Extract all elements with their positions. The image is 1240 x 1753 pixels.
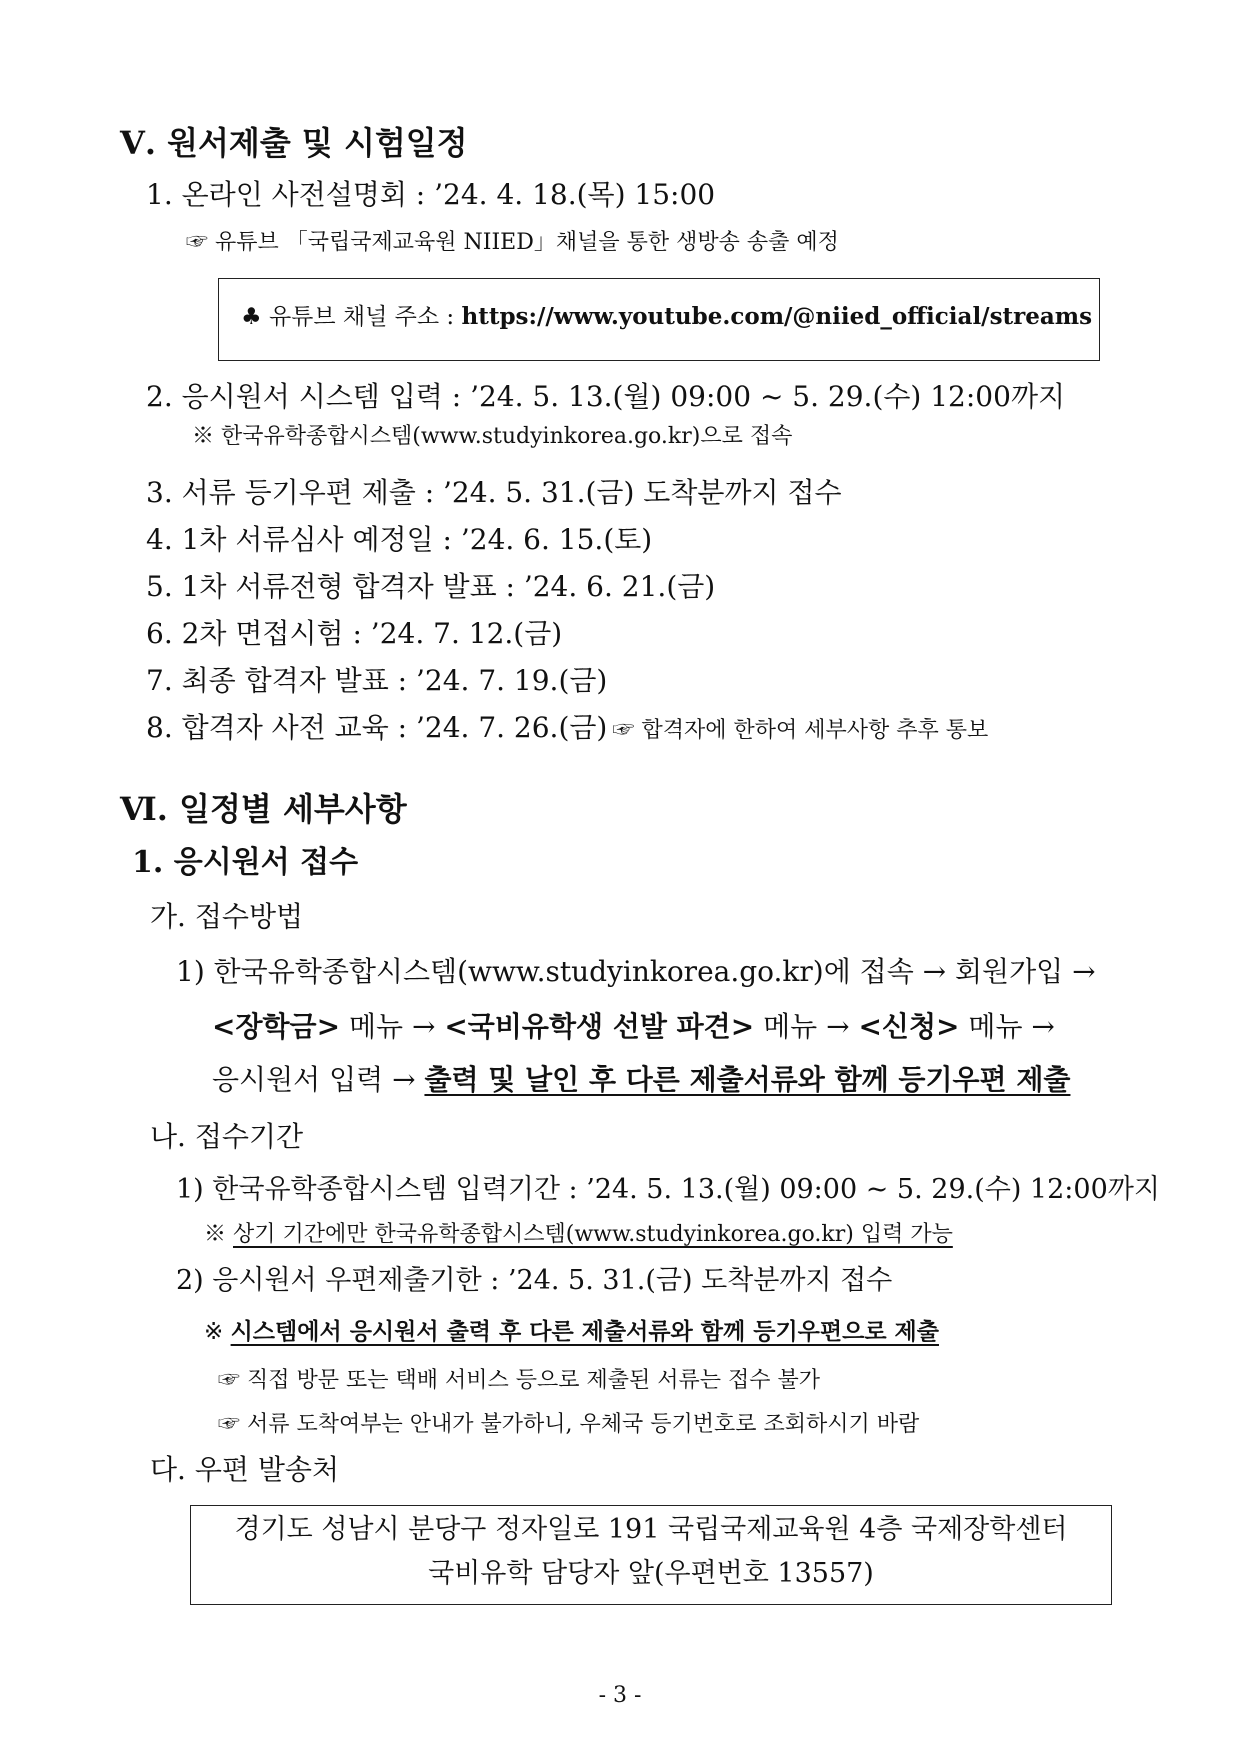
period-item-1: 1) 한국유학종합시스템 입력기간 : ’24. 5. 13.(월) 09:00 ~ 5. 29.(수) 12:00까지 [176,1174,1160,1205]
period-item-2-note [204,1318,939,1347]
period-item-1-note [204,1222,953,1248]
schedule-item-3: 3. 서류 등기우편 제출 : ’24. 5. 31.(금) 도착분까지 접수 [146,476,842,509]
menu-arrow-text: 메뉴 → [959,1010,1055,1043]
youtube-url-link[interactable]: https://www.youtube.com/@niied_official/streams [461,303,1093,330]
method-step-input-text: 응시원서 입력 → [212,1063,425,1096]
subsection-ga-title: 가. 접수방법 [150,900,304,933]
schedule-item-7: 7. 최종 합격자 발표 : ’24. 7. 19.(금) [146,664,608,697]
schedule-item-2-note: ※ 한국유학종합시스템(www.studyinkorea.go.kr)으로 접속 [192,424,793,449]
period-item-2-sub-1: ☞ 직접 방문 또는 택배 서비스 등으로 제출된 서류는 접수 불가 [218,1368,820,1393]
subsection-da-title: 다. 우편 발송처 [150,1453,339,1486]
menu-government-scholar: <국비유학생 선발 파견> [444,1010,755,1043]
subsection-na-title: 나. 접수기간 [150,1120,304,1153]
menu-arrow-text: 메뉴 → [340,1010,445,1043]
schedule-item-5: 5. 1차 서류전형 합격자 발표 : ’24. 6. 21.(금) [146,570,716,603]
schedule-item-8-text: 8. 합격자 사전 교육 : ’24. 7. 26.(금) [146,711,608,744]
address-line-1: 경기도 성남시 분당구 정자일로 191 국립국제교육원 4층 국제장학센터 [234,1514,1068,1545]
section-6-title: Ⅵ. 일정별 세부사항 [120,790,407,828]
subsection-1-title: 1. 응시원서 접수 [132,845,359,880]
section-5-title: Ⅴ. 원서제출 및 시험일정 [120,124,468,162]
period-item-2-note-text: 시스템에서 응시원서 출력 후 다른 제출서류와 함께 등기우편으로 제출 [230,1318,939,1345]
period-item-2: 2) 응시원서 우편제출기한 : ’24. 5. 31.(금) 도착분까지 접수 [176,1265,893,1296]
address-line-2: 국비유학 담당자 앞(우편번호 13557) [428,1558,874,1589]
note-mark: ※ [204,1319,231,1345]
schedule-item-6: 6. 2차 면접시험 : ’24. 7. 12.(금) [146,617,563,650]
schedule-item-8-note: ☞ 합격자에 한하여 세부사항 추후 통보 [612,718,989,743]
schedule-item-8 [146,711,988,745]
method-step-line-2 [212,1010,1055,1044]
menu-arrow-text: 메뉴 → [754,1010,859,1043]
note-mark: ※ [204,1222,233,1247]
youtube-url-line [241,303,1092,332]
period-item-1-note-text: 상기 기간에만 한국유학종합시스템(www.studyinkorea.go.kr) 입력 가능 [233,1222,953,1247]
schedule-item-4: 4. 1차 서류심사 예정일 : ’24. 6. 15.(토) [146,523,653,556]
page-number: - 3 - [598,1683,642,1708]
schedule-item-1-note: ☞ 유튜브 「국립국제교육원 NIIED」채널을 통한 생방송 송출 예정 [186,230,839,255]
youtube-url-label: 유튜브 채널 주소 : [268,304,462,330]
menu-scholarship: <장학금> [212,1010,341,1043]
schedule-item-1: 1. 온라인 사전설명회 : ’24. 4. 18.(목) 15:00 [146,178,716,211]
menu-apply: <신청> [858,1010,960,1043]
period-item-2-sub-2: ☞ 서류 도착여부는 안내가 불가하니, 우체국 등기번호로 조회하시기 바람 [218,1412,920,1437]
schedule-item-2: 2. 응시원서 시스템 입력 : ’24. 5. 13.(월) 09:00 ~ 5. 29.(수) 12:00까지 [146,380,1066,413]
youtube-url-box [218,278,1100,361]
method-step-submit-emphasis: 출력 및 날인 후 다른 제출서류와 함께 등기우편 제출 [424,1063,1071,1096]
method-step-line-3 [212,1063,1070,1097]
mailing-address-box [190,1505,1112,1605]
club-icon: ♣ [241,304,262,330]
method-step-line-1: 1) 한국유학종합시스템(www.studyinkorea.go.kr)에 접속 → 회원가입 → [176,955,1096,988]
